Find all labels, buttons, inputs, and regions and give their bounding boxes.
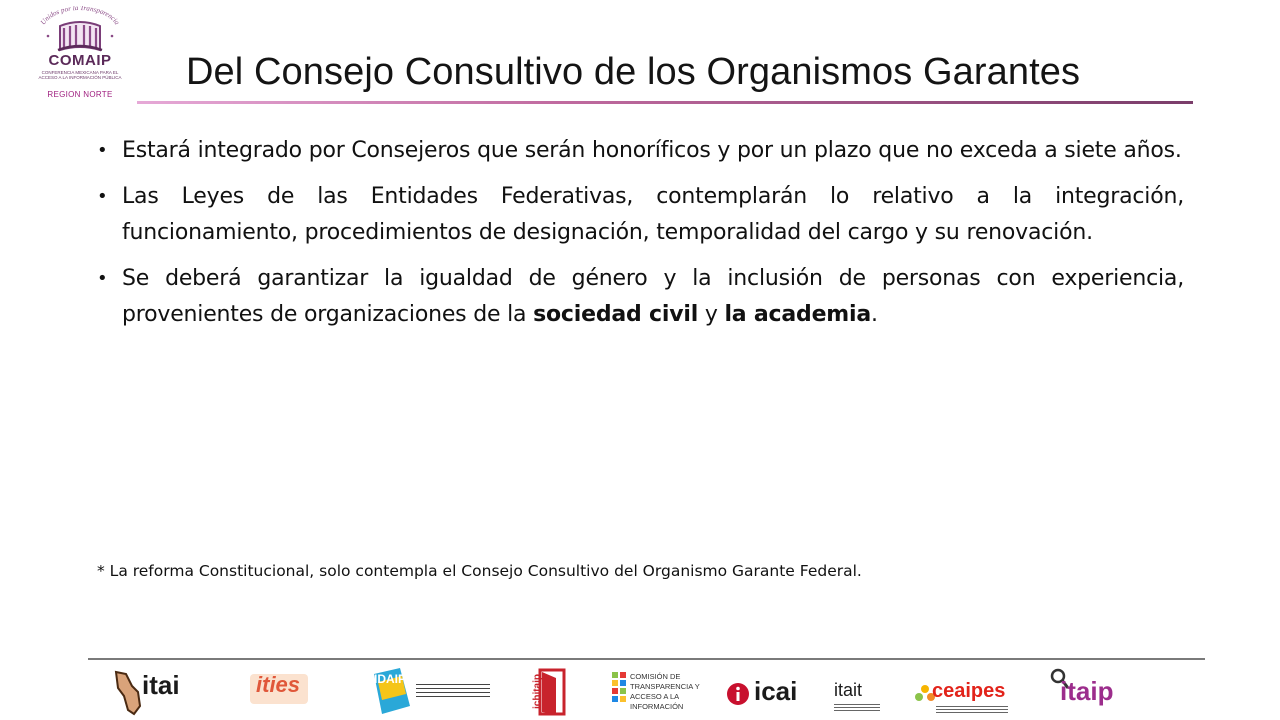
itait-label: itait — [834, 680, 863, 700]
idaip-label: IDAIP — [374, 672, 407, 686]
itaip-label: itaip — [1060, 676, 1114, 706]
idaip-logo — [370, 666, 490, 718]
logo-name: COMAIP — [48, 52, 112, 69]
ceaipes-logo — [914, 666, 1014, 718]
bullet-item — [96, 133, 1184, 169]
bullet-item — [96, 261, 1184, 333]
bullet-bold-sociedad-civil: sociedad civil — [533, 302, 699, 327]
logo-subtitle: CONFERENCIA MEXICANA PARA EL ACCESO A LA INFORMACIÓN PÚBLICA — [38, 70, 122, 80]
icai-label: icai — [754, 676, 798, 706]
cta-line: INFORMACIÓN — [630, 702, 684, 711]
cta-grid-icon — [612, 672, 628, 712]
ichitaip-label: ichitaip — [532, 673, 544, 710]
icai-info-icon — [726, 682, 750, 706]
title-divider — [137, 101, 1193, 104]
ceaipes-label: ceaipes — [932, 680, 1006, 702]
bullet-text: Estará integrado por Consejeros que serán honoríficos y por un plazo que no exceda a siete años. — [122, 138, 1182, 163]
itait-logo — [832, 666, 882, 718]
itai-logo — [112, 666, 194, 718]
bullet-text-mid: y — [698, 302, 725, 327]
bullet-item — [96, 179, 1184, 251]
bullet-bold-academia: la academia — [724, 302, 872, 327]
cta-line: TRANSPARENCIA Y — [630, 682, 700, 691]
footer-logos — [0, 664, 1280, 720]
footnote: * La reforma Constitucional, solo contempla el Consejo Consultivo del Organismo Garante Federal. — [97, 562, 862, 580]
icai-logo — [726, 666, 800, 718]
bullet-text-start: Se deberá garantizar la igualdad de género y la inclusión de personas con experiencia, provenientes de organizaciones de la — [122, 266, 1184, 327]
ichitaip-logo — [528, 666, 572, 718]
bullet-dot-icon: • — [97, 268, 108, 289]
cta-label — [630, 672, 700, 712]
itait-subtitle-lines — [834, 704, 880, 712]
itaip-logo — [1050, 666, 1116, 718]
bullet-dot-icon: • — [97, 186, 108, 207]
footer-divider — [88, 658, 1205, 660]
page-title: Del Consejo Consultivo de los Organismos Garantes — [186, 51, 1081, 93]
logo-region: REGION NORTE — [47, 90, 113, 99]
ities-logo — [248, 666, 312, 718]
comaip-logo — [30, 6, 130, 102]
cta-logo — [612, 666, 700, 718]
logo-arc-text: Unidos por la Transparencia — [38, 6, 122, 27]
cta-line: COMISIÓN DE — [630, 672, 681, 681]
bullet-text-end: . — [871, 302, 878, 327]
bullet-list — [96, 133, 1184, 343]
bullet-dot-icon: • — [97, 140, 108, 161]
ceaipes-subtitle-lines — [936, 706, 1008, 714]
idaip-subtitle-lines — [416, 684, 490, 698]
cta-line: ACCESO A LA — [630, 692, 680, 701]
itai-label: itai — [142, 670, 180, 700]
ities-label: ities — [256, 672, 301, 697]
bullet-text: Las Leyes de las Entidades Federativas, contemplarán lo relativo a la integración, funcionamiento, procedimientos de designación, temporalidad del cargo y su renovación. — [122, 184, 1184, 245]
